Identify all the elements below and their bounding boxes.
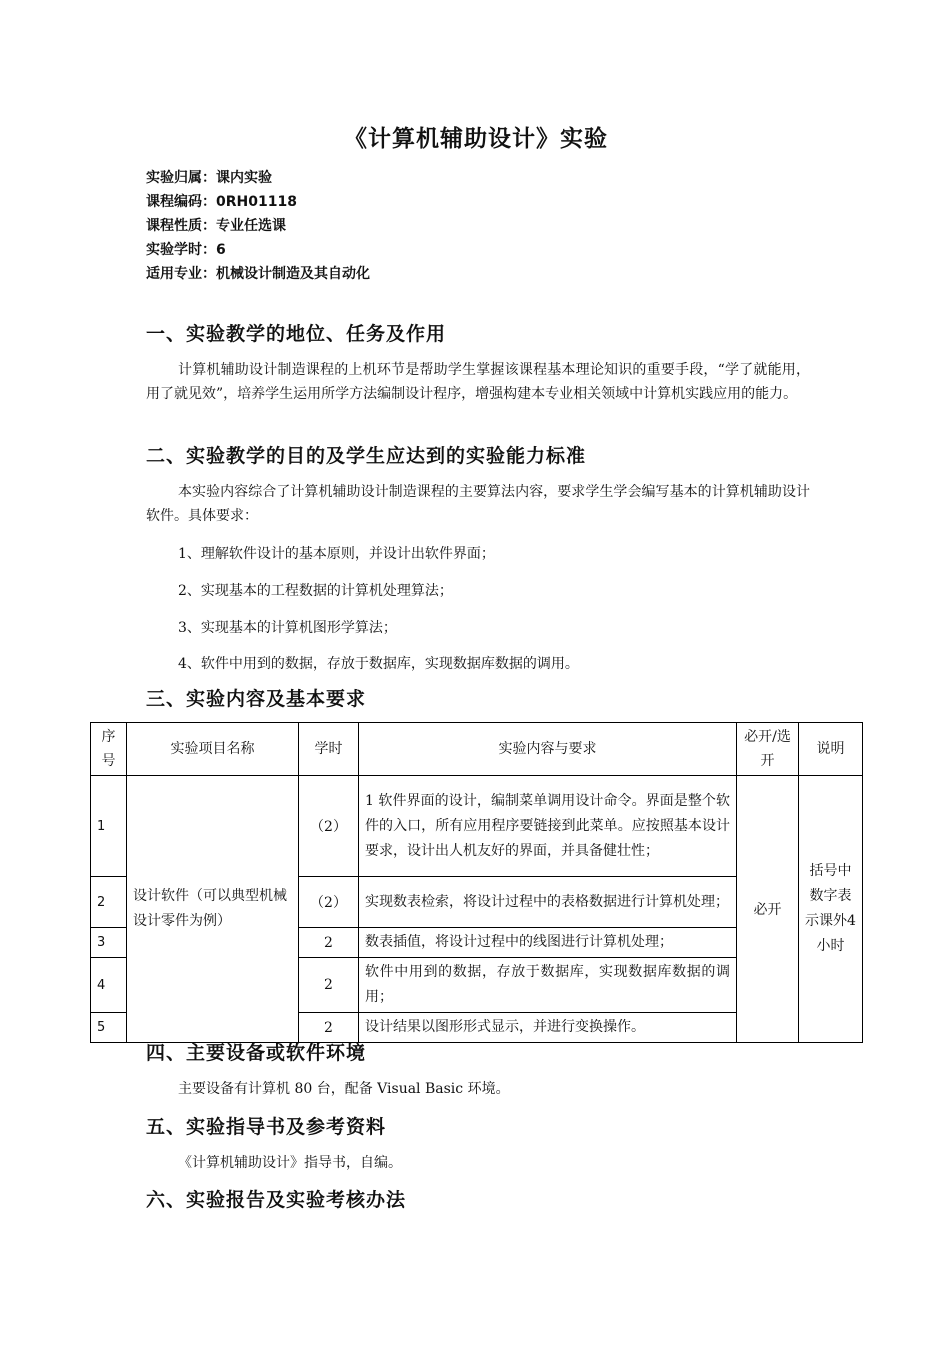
table-header-row: [91, 723, 863, 776]
required-type: 必开: [737, 776, 799, 1043]
project-name: 设计软件（可以典型机械设计零件为例）: [127, 776, 299, 1043]
section-4-heading: 四、主要设备或软件环境: [146, 1042, 367, 1064]
row-hours: （2）: [299, 776, 359, 877]
row-hours: 2: [299, 928, 359, 958]
requirement-item: 4、软件中用到的数据，存放于数据库，实现数据库数据的调用。: [178, 656, 579, 672]
section-4-text: 主要设备有计算机 80 台，配备 Visual Basic 环境。: [178, 1081, 510, 1097]
requirement-item: 1、理解软件设计的基本原则，并设计出软件界面；: [178, 546, 495, 562]
meta-code: 课程编码：0RH01118: [146, 194, 297, 210]
row-no: 4: [91, 958, 127, 1013]
header-required: 必开/选开: [737, 723, 799, 776]
row-content: 设计结果以图形形式显示，并进行变换操作。: [359, 1013, 737, 1043]
row-no: 1: [91, 776, 127, 877]
document-title: 《计算机辅助设计》实验: [344, 126, 608, 152]
row-no: 5: [91, 1013, 127, 1043]
header-hours: 学时: [299, 723, 359, 776]
row-hours: 2: [299, 1013, 359, 1043]
requirement-item: 2、实现基本的工程数据的计算机处理算法；: [178, 583, 453, 599]
experiment-table: [90, 722, 863, 1043]
meta-category: 实验归属：课内实验: [146, 170, 272, 186]
row-no: 2: [91, 877, 127, 928]
requirement-item: 3、实现基本的计算机图形学算法；: [178, 620, 397, 636]
row-hours: 2: [299, 958, 359, 1013]
section-2-text: 本实验内容综合了计算机辅助设计制造课程的主要算法内容，要求学生学会编写基本的计算机辅助设计软件。具体要求：: [146, 484, 810, 524]
section-1-text: 计算机辅助设计制造课程的上机环节是帮助学生掌握该课程基本理论知识的重要手段，“学了就能用，用了就见效”，培养学生运用所学方法编制设计程序，增强构建本专业相关领域中计算机实践应用的能力。: [146, 362, 810, 402]
table-note: 括号中数字表示课外4小时: [799, 776, 863, 1043]
header-content: 实验内容与要求: [359, 723, 737, 776]
row-content: 1 软件界面的设计，编制菜单调用设计命令。界面是整个软件的入口，所有应用程序要链接到此菜单。应按照基本设计要求，设计出人机友好的界面，并具备健壮性；: [359, 776, 737, 877]
row-hours: （2）: [299, 877, 359, 928]
row-content: 数表插值，将设计过程中的线图进行计算机处理；: [359, 928, 737, 958]
meta-hours: 实验学时：6: [146, 242, 226, 258]
section-2-heading: 二、实验教学的目的及学生应达到的实验能力标准: [146, 445, 587, 467]
row-no: 3: [91, 928, 127, 958]
row-content: 软件中用到的数据，存放于数据库，实现数据库数据的调用；: [359, 958, 737, 1013]
section-5-heading: 五、实验指导书及参考资料: [146, 1116, 387, 1138]
section-6-heading: 六、实验报告及实验考核办法: [146, 1189, 407, 1211]
table-row: [91, 776, 863, 877]
header-note: 说明: [799, 723, 863, 776]
header-no: 序号: [91, 723, 127, 776]
meta-nature: 课程性质：专业任选课: [146, 218, 286, 234]
meta-major: 适用专业：机械设计制造及其自动化: [146, 266, 370, 282]
section-1-heading: 一、实验教学的地位、任务及作用: [146, 323, 447, 345]
section-3-heading: 三、实验内容及基本要求: [146, 688, 367, 710]
section-5-text: 《计算机辅助设计》指导书，自编。: [178, 1155, 402, 1171]
row-content: 实现数表检索，将设计过程中的表格数据进行计算机处理；: [359, 877, 737, 928]
header-project: 实验项目名称: [127, 723, 299, 776]
course-meta: [146, 166, 370, 286]
